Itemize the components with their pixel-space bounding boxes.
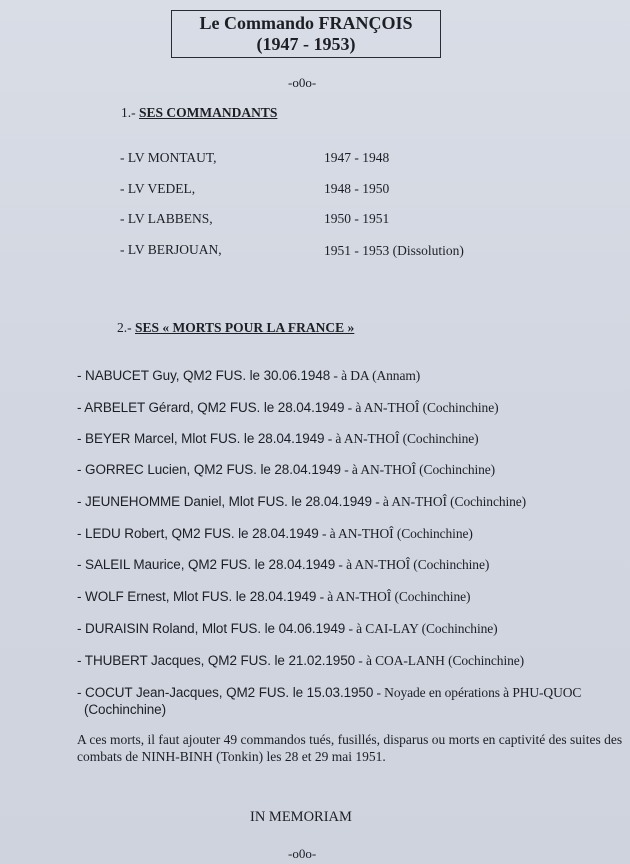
fallen-place: - à AN-THOÎ (Cochinchine): [340, 462, 496, 477]
section-1-heading: [121, 105, 277, 121]
fallen-entry-continuation: (Cochinchine): [84, 702, 166, 717]
section-2-title: SES « MORTS POUR LA FRANCE »: [135, 320, 355, 335]
commander-dates: 1951 - 1953 (Dissolution): [324, 243, 464, 258]
closing-note: A ces morts, il faut ajouter 49 commandos tués, fusillés, disparus ou morts en captivité des suites des combats de NINH-BINH (Tonkin) les 28 et 29 mai 1951.: [77, 732, 623, 764]
fallen-entry: [77, 653, 524, 669]
separator: -o0o-: [288, 75, 317, 90]
in-memoriam: IN MEMORIAM: [250, 809, 352, 825]
fallen-place: - à COA-LANH (Cochinchine): [355, 653, 525, 668]
fallen-place: - Noyade en opérations à PHU-QUOC: [373, 685, 582, 700]
fallen-entry: [77, 685, 581, 701]
fallen-person: - COCUT Jean-Jacques, QM2 FUS. le 15.03.1950: [77, 685, 374, 700]
fallen-person: - NABUCET Guy, QM2 FUS. le 30.06.1948: [77, 368, 331, 383]
section-2-heading: [117, 320, 354, 336]
commander-name: - LV LABBENS,: [120, 211, 213, 226]
commander-dates: 1948 - 1950: [324, 181, 390, 196]
fallen-entry: [77, 400, 499, 416]
fallen-place: - à AN-THOÎ (Cochinchine): [316, 589, 471, 604]
commander-dates: 1950 - 1951: [324, 211, 390, 226]
fallen-place: - à AN-THOÎ (Cochinchine): [335, 557, 490, 572]
fallen-entry: [77, 368, 420, 384]
fallen-entry: [77, 589, 470, 605]
closing-separator: -o0o-: [288, 846, 317, 861]
section-2-number: 2.-: [117, 320, 132, 335]
title-box: [171, 10, 441, 58]
commander-name: - LV MONTAUT,: [120, 150, 217, 165]
fallen-entry: [77, 494, 526, 510]
fallen-entry: [77, 526, 473, 542]
fallen-entry: [77, 462, 495, 478]
fallen-place: - à DA (Annam): [330, 368, 421, 383]
fallen-place: - à AN-THOÎ (Cochinchine): [318, 526, 473, 541]
fallen-person: - BEYER Marcel, Mlot FUS. le 28.04.1949: [77, 431, 325, 446]
fallen-person: - SALEIL Maurice, QM2 FUS. le 28.04.1949: [77, 557, 336, 572]
section-1-title: SES COMMANDANTS: [139, 105, 278, 120]
fallen-person: - WOLF Ernest, Mlot FUS. le 28.04.1949: [77, 589, 317, 604]
section-1-number: 1.-: [121, 105, 136, 120]
fallen-person: - JEUNEHOMME Daniel, Mlot FUS. le 28.04.1949: [77, 494, 372, 509]
fallen-place: - à AN-THOÎ (Cochinchine): [371, 494, 527, 509]
fallen-place: - à CAI-LAY (Cochinchine): [345, 621, 498, 636]
commander-name: - LV BERJOUAN,: [120, 242, 222, 257]
fallen-entry: [77, 621, 498, 637]
fallen-person: - LEDU Robert, QM2 FUS. le 28.04.1949: [77, 526, 319, 541]
fallen-entry: [77, 431, 479, 447]
fallen-place: - à AN-THOÎ (Cochinchine): [344, 400, 499, 415]
fallen-place: - à AN-THOÎ (Cochinchine): [324, 431, 479, 446]
fallen-person: - THUBERT Jacques, QM2 FUS. le 21.02.1950: [77, 653, 356, 668]
fallen-person: - ARBELET Gérard, QM2 FUS. le 28.04.1949: [77, 400, 345, 415]
fallen-person: - DURAISIN Roland, Mlot FUS. le 04.06.1949: [77, 621, 346, 636]
commander-name: - LV VEDEL,: [120, 181, 196, 196]
commander-dates: 1947 - 1948: [324, 150, 390, 165]
document-title: Le Commando FRANÇOIS: [199, 13, 413, 33]
document-period: (1947 - 1953): [256, 34, 356, 54]
fallen-person: - GORREC Lucien, QM2 FUS. le 28.04.1949: [77, 462, 341, 477]
fallen-entry: [77, 557, 489, 573]
